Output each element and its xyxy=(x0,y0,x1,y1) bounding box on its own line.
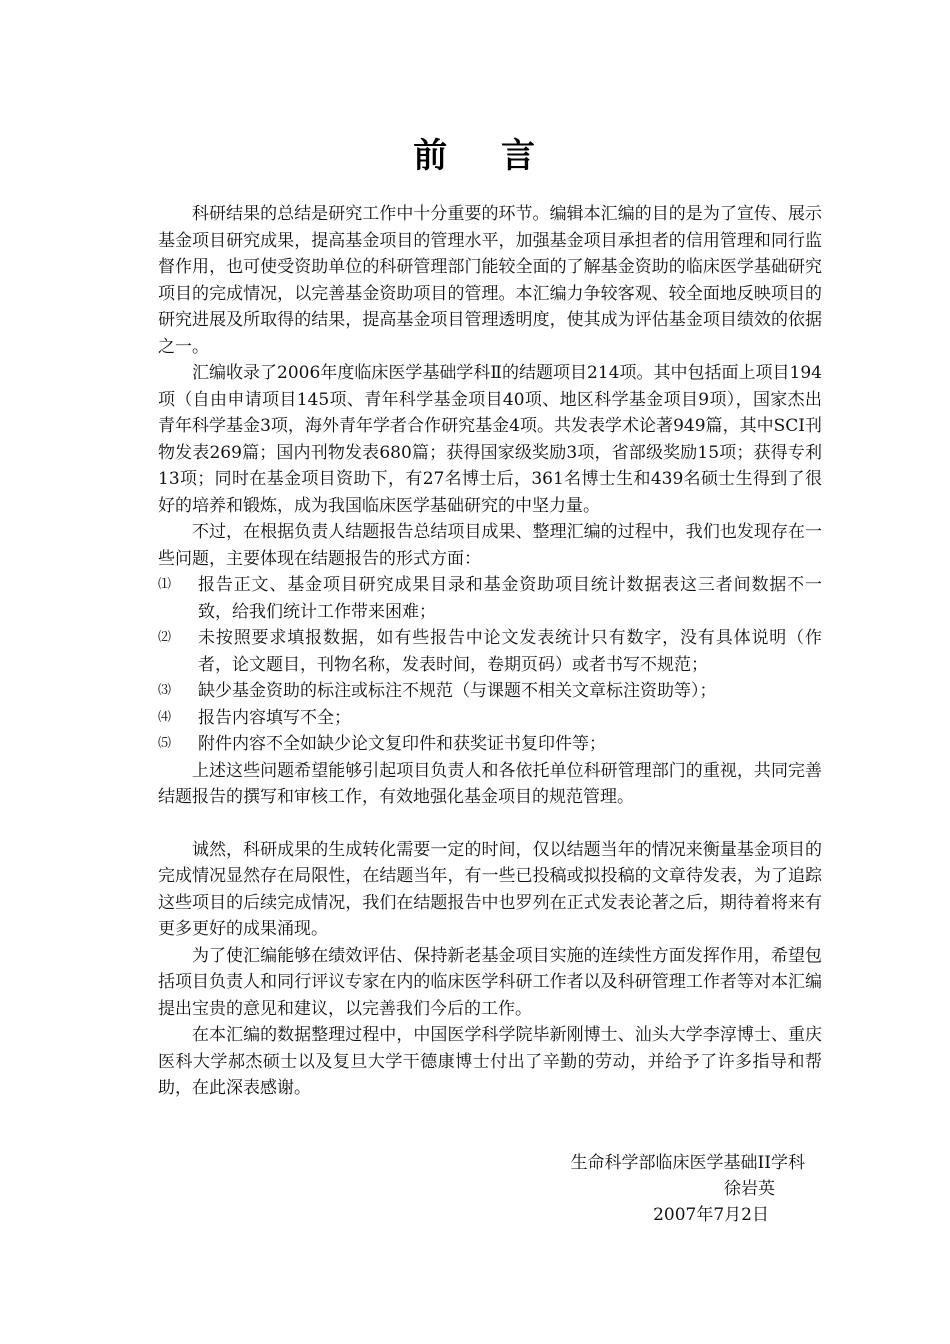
preface-body xyxy=(158,201,822,1102)
list-item-text: 附件内容不全如缺少论文复印件和获奖证书复印件等； xyxy=(198,734,606,754)
paragraph-purpose: 科研结果的总结是研究工作中十分重要的环节。编辑本汇编的目的是为了宣传、展示基金项目研究成果，提高基金项目的管理水平，加强基金项目承担者的信用管理和同行监督作用，也可使受资助单位的科研管理部门能较全面的了解基金资助的临床医学基础研究项目的完成情况，以完善基金资助项目的管理。本汇编力争较客观、较全面地反映项目的研究进展及所取得的结果，提高基金项目管理透明度，使其成为评估基金项目绩效的依据之一。 xyxy=(158,204,822,357)
title-char-1: 前 xyxy=(413,136,449,176)
list-item-text: 报告正文、基金项目研究成果目录和基金资助项目统计数据表这三者间数据不一致，给我们统计工作带来困难； xyxy=(198,575,822,622)
list-item-number: ⑵ xyxy=(158,630,172,645)
paragraph-problems-intro: 不过，在根据负责人结题报告总结项目成果、整理汇编的过程中，我们也发现存在一些问题，主要体现在结题报告的形式方面： xyxy=(158,522,822,569)
signature-date: 2007年7月2日 xyxy=(653,1205,769,1225)
list-item xyxy=(158,731,822,758)
list-item-number: ⑶ xyxy=(158,683,172,698)
page-title xyxy=(0,128,950,177)
list-item-number: ⑴ xyxy=(158,577,172,592)
issue-list xyxy=(158,572,822,758)
paragraph-statistics: 汇编收录了2006年度临床医学基础学科Ⅱ的结题项目214项。其中包括面上项目194项（自由申请项目145项、青年科学基金项目40项、地区科学基金项目9项），国家杰出青年科学基金3项，海外青年学者合作研究基金4项。共发表学术论著949篇，其中SCI刊物发表269篇；国内刊物发表680篇；获得国家级奖励3项，省部级奖励15项；获得专利13项；同时在基金项目资助下，有27名博士后，361名博士生和439名硕士生得到了很好的培养和锻炼，成为我国临床医学基础研究的中坚力量。 xyxy=(158,363,822,516)
list-item xyxy=(158,678,822,705)
list-item-number: ⑷ xyxy=(158,709,172,725)
signature-block xyxy=(500,1150,805,1228)
signature-department: 生命科学部临床医学基础II学科 xyxy=(570,1153,805,1173)
spacer xyxy=(158,811,822,837)
paragraph-acknowledgements: 在本汇编的数据整理过程中，中国医学科学院毕新刚博士、汕头大学李淳博士、重庆医科大学郝杰硕士以及复旦大学干德康博士付出了辛勤的劳动，并给予了许多指导和帮助，在此深表感谢。 xyxy=(158,1025,822,1098)
paragraph-problems-summary: 上述这些问题希望能够引起项目负责人和各依托单位科研管理部门的重视，共同完善结题报告的撰写和审核工作，有效地强化基金项目的规范管理。 xyxy=(158,760,822,807)
list-item-text: 未按照要求填报数据，如有些报告中论文发表统计只有数字，没有具体说明（作者，论文题目，刊物名称，发表时间，卷期页码）或者书写不规范； xyxy=(198,628,822,675)
list-item-text: 报告内容填写不全； xyxy=(198,707,351,728)
paragraph-limitations: 诚然，科研成果的生成转化需要一定的时间，仅以结题当年的情况来衡量基金项目的完成情况显然存在局限性，在结题当年，有一些已投稿或拟投稿的文章待发表，为了追踪这些项目的后续完成情况，我们在结题报告中也罗列在正式发表论著之后，期待着将来有更多更好的成果涌现。 xyxy=(158,839,822,939)
list-item xyxy=(158,705,822,732)
paragraph-feedback-request: 为了使汇编能够在绩效评估、保持新老基金项目实施的连续性方面发挥作用，希望包括项目负责人和同行评议专家在内的临床医学科研工作者以及科研管理工作者等对本汇编提出宝贵的意见和建议，以完善我们今后的工作。 xyxy=(158,945,822,1019)
title-char-2: 言 xyxy=(501,136,537,176)
list-item-text: 缺少基金资助的标注或标注不规范（与课题不相关文章标注资助等）； xyxy=(198,681,717,701)
list-item-number: ⑸ xyxy=(158,736,172,751)
list-item xyxy=(158,572,822,625)
list-item xyxy=(158,625,822,678)
signature-name: 徐岩英 xyxy=(724,1179,775,1199)
